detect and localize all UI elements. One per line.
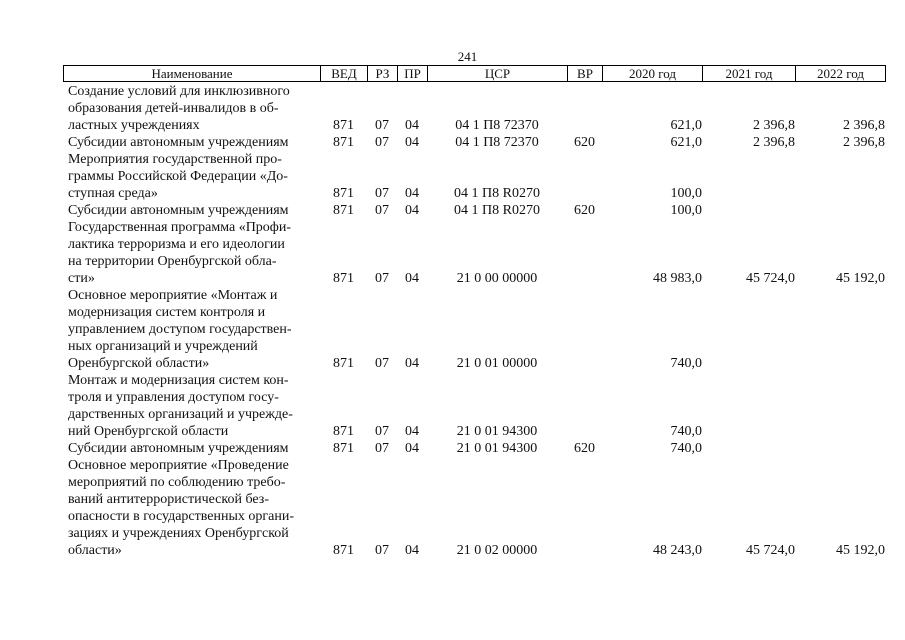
row-value-2020: 740,0 — [670, 441, 702, 456]
table-row — [63, 457, 885, 559]
header-csr: ЦСР — [428, 66, 568, 82]
table-row — [63, 83, 885, 134]
row-name-line: сти» — [68, 271, 95, 286]
row-vr: 620 — [574, 441, 595, 456]
row-name-line: модернизация систем контроля и — [68, 305, 266, 320]
row-ved: 871 — [333, 271, 354, 286]
row-name — [63, 202, 320, 219]
row-value-2020: 100,0 — [670, 203, 702, 218]
row-value-2020: 48 983,0 — [653, 271, 702, 286]
row-csr: 21 0 01 94300 — [456, 441, 538, 456]
row-value-2021: 45 724,0 — [746, 543, 795, 558]
row-name-line: Субсидии автономным учреждениям — [68, 203, 289, 218]
row-vr — [567, 83, 602, 134]
row-rz: 07 — [375, 441, 389, 456]
row-name — [63, 219, 320, 287]
row-name-line: ваний антитеррористической без- — [68, 492, 269, 507]
row-name-line: образования детей-инвалидов в об- — [68, 101, 279, 116]
row-vr: 620 — [574, 135, 595, 150]
row-csr: 04 1 П8 72370 — [455, 135, 539, 150]
row-name — [63, 287, 320, 372]
row-ved: 871 — [333, 356, 354, 371]
row-name-line: зациях и учреждениях Оренбургской — [68, 526, 289, 541]
row-vr — [567, 151, 602, 202]
row-vr — [567, 457, 602, 559]
row-pr: 04 — [405, 441, 419, 456]
row-rz: 07 — [375, 203, 389, 218]
row-pr: 04 — [405, 118, 419, 133]
header-pr: ПР — [398, 66, 428, 82]
row-name-line: ных организаций и учреждений — [68, 339, 258, 354]
page-number: 241 — [457, 49, 478, 64]
row-name-line: управлением доступом государствен- — [68, 322, 292, 337]
row-value-2021 — [702, 202, 795, 219]
row-name-line: ний Оренбургской области — [68, 424, 229, 439]
row-vr — [567, 287, 602, 372]
table-row — [63, 440, 885, 457]
row-name — [63, 83, 320, 134]
row-pr: 04 — [405, 356, 419, 371]
row-value-2021: 45 724,0 — [746, 271, 795, 286]
row-name — [63, 440, 320, 457]
row-value-2022 — [795, 440, 885, 457]
row-value-2020: 621,0 — [670, 135, 702, 150]
row-vr — [567, 372, 602, 440]
row-value-2022 — [795, 287, 885, 372]
row-name-line: опасности в государственных органи- — [68, 509, 294, 524]
row-value-2022 — [795, 202, 885, 219]
row-value-2021: 2 396,8 — [753, 135, 795, 150]
row-name — [63, 134, 320, 151]
row-name-line: Мероприятия государственной про- — [68, 152, 282, 167]
row-ved: 871 — [333, 118, 354, 133]
row-name-line: Субсидии автономным учреждениям — [68, 135, 289, 150]
row-value-2021 — [702, 151, 795, 202]
row-name-line: Оренбургской области» — [68, 356, 210, 371]
row-name-line: лактика терроризма и его идеологии — [68, 237, 285, 252]
row-name-line: граммы Российской Федерации «До- — [68, 169, 288, 184]
row-pr: 04 — [405, 186, 419, 201]
table-row — [63, 287, 885, 372]
row-ved: 871 — [333, 441, 354, 456]
row-value-2021 — [702, 440, 795, 457]
row-vr: 620 — [574, 203, 595, 218]
row-value-2022: 2 396,8 — [843, 135, 885, 150]
row-name-line: Создание условий для инклюзивного — [68, 84, 290, 99]
row-rz: 07 — [375, 186, 389, 201]
header-rz: РЗ — [368, 66, 398, 82]
row-rz: 07 — [375, 135, 389, 150]
row-pr: 04 — [405, 271, 419, 286]
row-name-line: Основное мероприятие «Монтаж и — [68, 288, 278, 303]
table-row — [63, 372, 885, 440]
table-row — [63, 219, 885, 287]
row-csr: 21 0 01 94300 — [456, 424, 538, 439]
row-ved: 871 — [333, 543, 354, 558]
row-rz: 07 — [375, 356, 389, 371]
row-name — [63, 372, 320, 440]
row-name — [63, 457, 320, 559]
header-2022: 2022 год — [796, 66, 886, 82]
row-name-line: Государственная программа «Профи- — [68, 220, 292, 235]
row-pr: 04 — [405, 203, 419, 218]
row-vr — [567, 219, 602, 287]
row-name-line: троля и управления доступом госу- — [68, 390, 279, 405]
budget-table — [63, 83, 885, 559]
row-value-2020: 48 243,0 — [653, 543, 702, 558]
row-pr: 04 — [405, 424, 419, 439]
row-pr: 04 — [405, 135, 419, 150]
row-value-2021 — [702, 372, 795, 440]
header-2020: 2020 год — [603, 66, 703, 82]
table-row — [63, 134, 885, 151]
row-name-line: Монтаж и модернизация систем кон- — [68, 373, 289, 388]
row-name-line: ластных учреждениях — [68, 118, 200, 133]
table-row — [63, 202, 885, 219]
row-ved: 871 — [333, 424, 354, 439]
row-value-2022: 45 192,0 — [836, 543, 885, 558]
table-header — [63, 65, 886, 82]
row-value-2020: 621,0 — [670, 118, 702, 133]
row-name-line: Основное мероприятие «Проведение — [68, 458, 289, 473]
row-value-2021 — [702, 287, 795, 372]
row-value-2021: 2 396,8 — [753, 118, 795, 133]
row-csr: 21 0 01 00000 — [456, 356, 538, 371]
header-vr: ВР — [568, 66, 603, 82]
row-name-line: области» — [68, 543, 122, 558]
row-ved: 871 — [333, 203, 354, 218]
row-name-line: ступная среда» — [68, 186, 158, 201]
header-name: Наименование — [64, 66, 321, 82]
row-rz: 07 — [375, 118, 389, 133]
row-value-2022: 45 192,0 — [836, 271, 885, 286]
row-csr: 21 0 00 00000 — [456, 271, 538, 286]
row-value-2022: 2 396,8 — [843, 118, 885, 133]
row-ved: 871 — [333, 135, 354, 150]
row-rz: 07 — [375, 543, 389, 558]
row-pr: 04 — [405, 543, 419, 558]
row-csr: 21 0 02 00000 — [456, 543, 538, 558]
row-csr: 04 1 П8 R0270 — [454, 186, 540, 201]
row-csr: 04 1 П8 R0270 — [454, 203, 540, 218]
table-row — [63, 151, 885, 202]
row-name-line: Субсидии автономным учреждениям — [68, 441, 289, 456]
row-value-2022 — [795, 151, 885, 202]
header-2021: 2021 год — [703, 66, 796, 82]
row-name-line: мероприятий по соблюдению требо- — [68, 475, 286, 490]
row-name-line: на территории Оренбургской обла- — [68, 254, 277, 269]
row-rz: 07 — [375, 424, 389, 439]
row-value-2020: 740,0 — [670, 356, 702, 371]
row-rz: 07 — [375, 271, 389, 286]
row-csr: 04 1 П8 72370 — [455, 118, 539, 133]
row-value-2020: 100,0 — [670, 186, 702, 201]
row-ved: 871 — [333, 186, 354, 201]
row-name-line: дарственных организаций и учрежде- — [68, 407, 293, 422]
row-value-2020: 740,0 — [670, 424, 702, 439]
row-name — [63, 151, 320, 202]
header-ved: ВЕД — [321, 66, 368, 82]
row-value-2022 — [795, 372, 885, 440]
